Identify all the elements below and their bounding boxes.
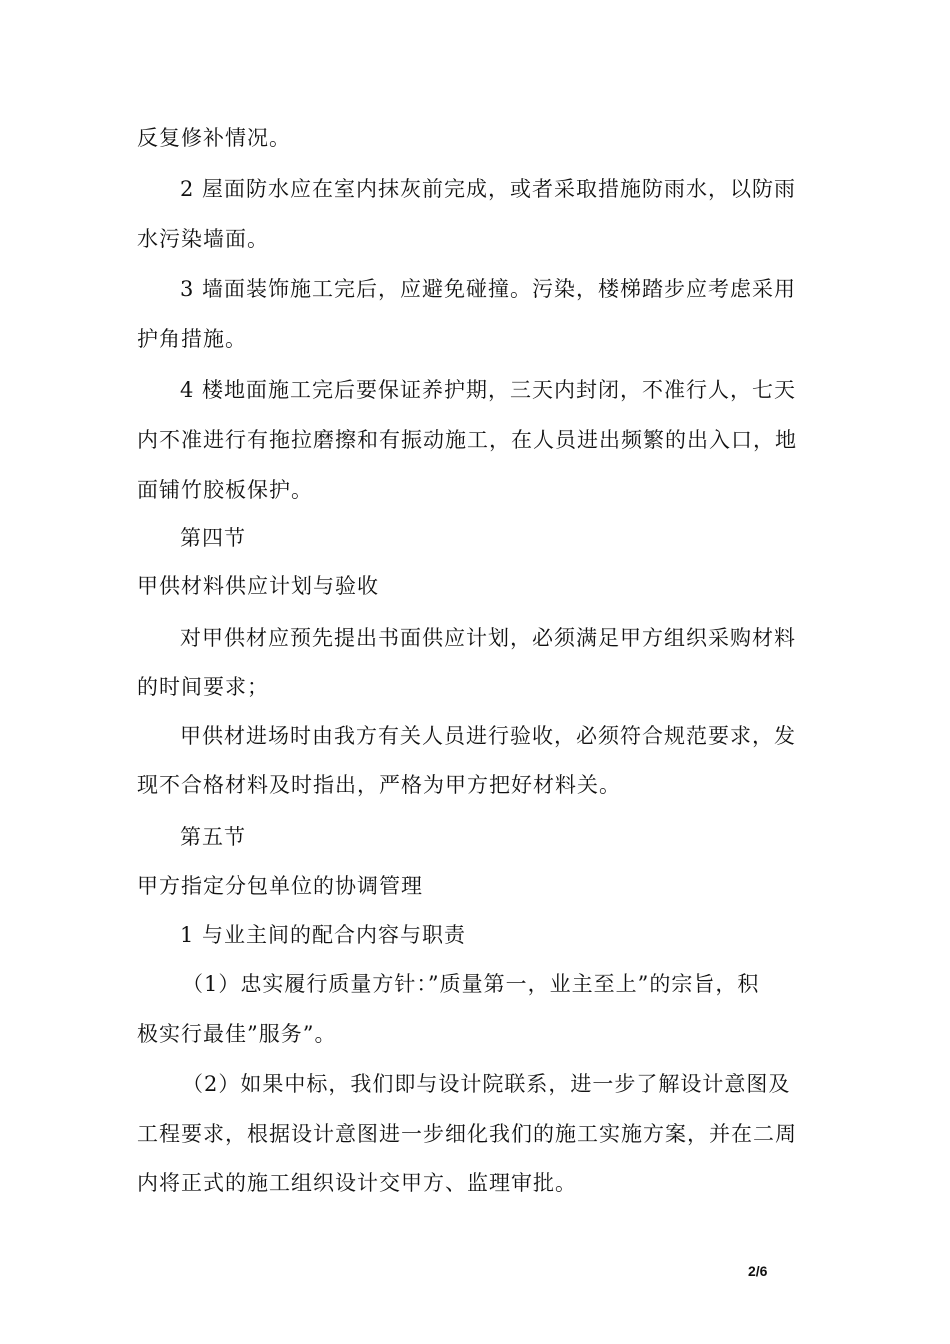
section-title: 甲方指定分包单位的协调管理	[137, 874, 423, 898]
text-line: 甲供材进场时由我方有关人员进行验收，必须符合规范要求，发	[180, 724, 796, 748]
text-line: 面铺竹胶板保护。	[137, 478, 313, 502]
text-line: 的时间要求；	[137, 675, 269, 699]
text-line: 护角措施。	[137, 327, 247, 351]
text-line: 反复修补情况。	[137, 126, 291, 150]
text-line: 4 楼地面施工完后要保证养护期，三天内封闭，不准行人，七天	[180, 378, 797, 402]
page-number: 2/6	[748, 1263, 768, 1279]
text-line: 内不准进行有拖拉磨擦和有振动施工，在人员进出频繁的出入口，地	[137, 428, 797, 452]
text-line: 极实行最佳”服务”。	[137, 1022, 337, 1046]
subsection-heading: 1 与业主间的配合内容与职责	[180, 923, 467, 947]
section-heading: 第五节	[180, 825, 246, 849]
text-line: 水污染墙面。	[137, 227, 269, 251]
text-line: （2）如果中标，我们即与设计院联系，进一步了解设计意图及	[182, 1072, 791, 1096]
section-heading: 第四节	[180, 526, 246, 550]
text-line: 内将正式的施工组织设计交甲方、监理审批。	[137, 1171, 577, 1195]
text-line: 3 墙面装饰施工完后，应避免碰撞。污染，楼梯踏步应考虑采用	[180, 277, 797, 301]
text-line: 2 屋面防水应在室内抹灰前完成，或者采取措施防雨水，以防雨	[180, 177, 797, 201]
text-line: 现不合格材料及时指出，严格为甲方把好材料关。	[137, 773, 621, 797]
text-line: 对甲供材应预先提出书面供应计划，必须满足甲方组织采购材料	[180, 626, 796, 650]
section-title: 甲供材料供应计划与验收	[137, 574, 379, 598]
text-line: （1）忠实履行质量方针：”质量第一，业主至上”的宗旨，积	[182, 972, 760, 996]
text-line: 工程要求，根据设计意图进一步细化我们的施工实施方案，并在二周	[137, 1122, 797, 1146]
